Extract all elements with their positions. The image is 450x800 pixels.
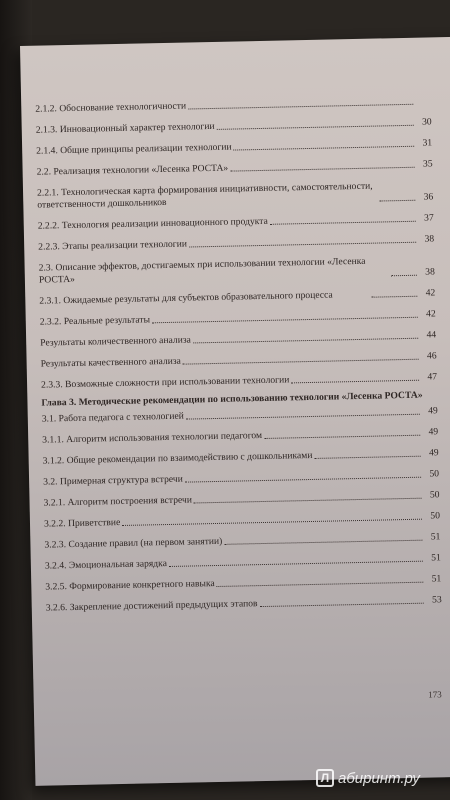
toc-entry: 2.3.2. Реальные результаты 42 [39,308,436,328]
toc-entry: 3.1.2. Общие рекомендации по взаимодействию с дошкольниками 49 [42,447,439,467]
chapter-heading: Глава 3. Методические рекомендации по использованию технологии «Лесенка РОСТА» [41,389,423,409]
book-page [20,37,450,786]
toc-entry: 3.1.1. Алгоритм использования технологии педагогом 49 [42,426,439,446]
toc-entry: Результаты количественного анализа 44 [40,329,437,349]
toc-entry: 3.2.5. Формирование конкретного навыка 51 [45,572,442,593]
toc-entry: 2.3.1. Ожидаемые результаты для субъектов образовательного процесса 42 [39,287,436,307]
toc-entry: 2.1.4. Общие принципы реализации технологии 31 [36,137,433,157]
toc-entry: 3.2. Примерная структура встречи 50 [43,468,440,488]
toc-entry: 2.3.3. Возможные сложности при использовании технологии 47 [40,371,438,391]
toc-entry: 2.3. Описание эффектов, достигаемых при использовании технологии «Лесенка РОСТА» 38 [38,255,435,286]
toc-entry: 2.2.1. Технологическая карта формирования инициативности, самостоятельности, ответственности дошкольников 36 [36,180,434,211]
toc-entry: 3.1. Работа педагога с технологией 49 [41,405,438,425]
watermark-text: абиринт.ру [338,769,420,787]
toc-entry: 3.2.2. Приветствие 50 [43,509,441,530]
watermark [316,766,442,790]
toc-entry: 2.2. Реализация технологии «Лесенка РОСТА» 35 [36,158,433,178]
table-of-contents [35,95,442,623]
toc-entry: 2.1.2. Обоснование технологичности [35,95,431,115]
toc-entry: 3.2.1. Алгоритм построения встречи 50 [43,489,440,509]
labirint-logo-icon: Л [316,769,334,787]
page-number: 173 [428,689,442,700]
toc-entry: 2.2.2. Технология реализации инновационного продукта 37 [37,212,434,232]
toc-entry: 3.2.4. Эмоциональная зарядка 51 [44,551,441,572]
toc-entry: 2.1.3. Инновационный характер технологии 30 [35,116,432,136]
toc-entry: 3.2.3. Создание правил (на первом занятии) 51 [44,530,441,551]
toc-entry: 3.2.6. Закрепление достижений предыдущих этапов 53 [45,593,442,614]
toc-entry: 2.2.3. Этапы реализации технологии 38 [38,233,435,253]
toc-entry: Результаты качественного анализа 46 [40,350,437,370]
